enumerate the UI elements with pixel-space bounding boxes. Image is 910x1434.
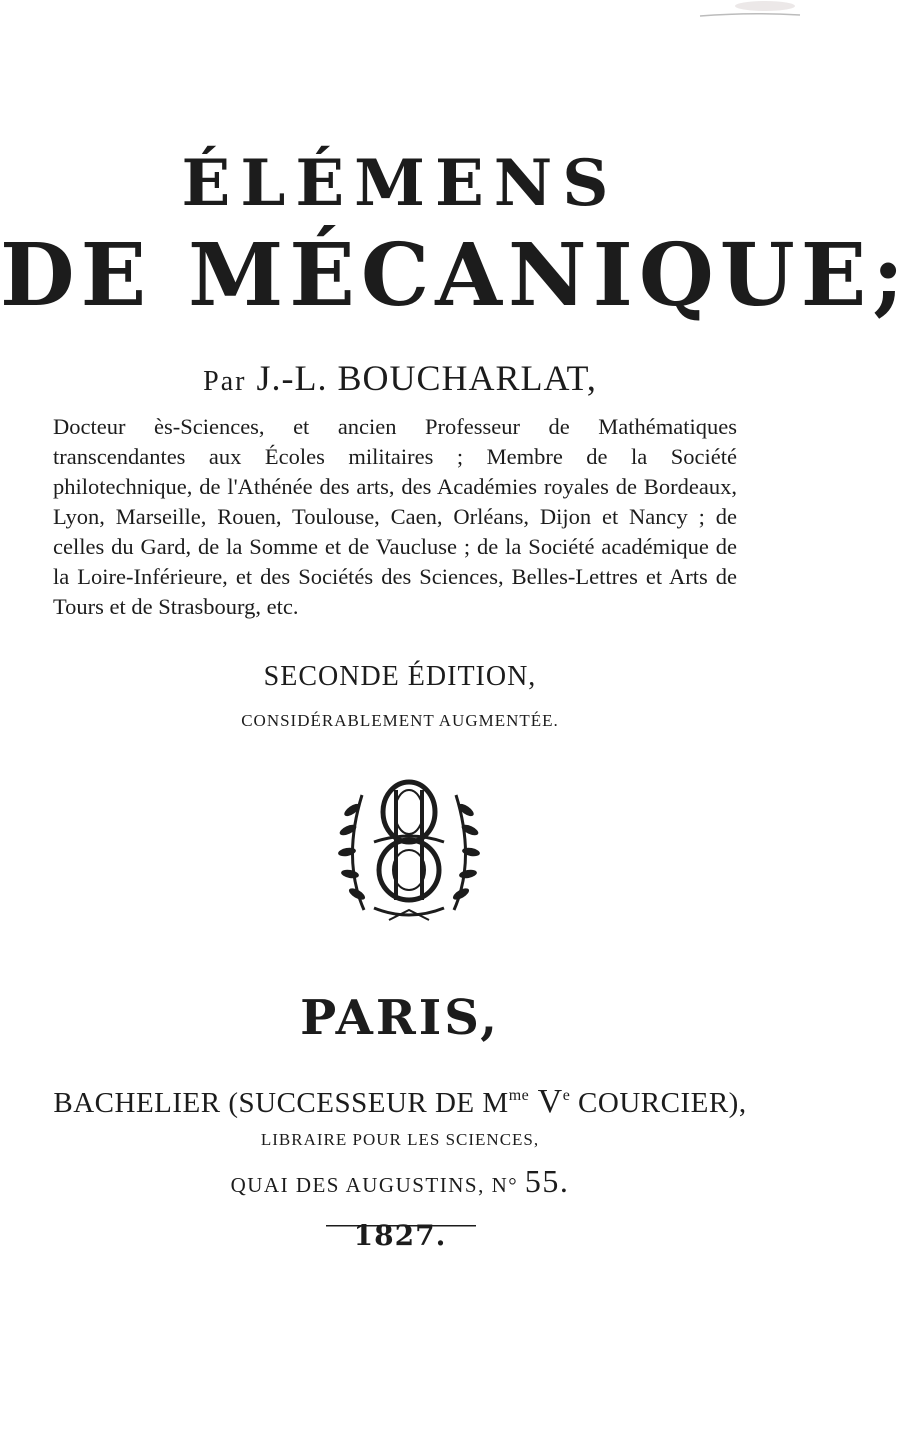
title-line-2: DE MÉCANIQUE;	[0, 225, 910, 326]
address-number: 55.	[524, 1163, 570, 1199]
publisher-ve: V	[529, 1083, 563, 1120]
paper-stain	[700, 0, 800, 20]
imprint-year: 1827.	[353, 1219, 447, 1252]
author-prefix: Par	[203, 366, 247, 397]
publisher-sup-e: e	[562, 1087, 571, 1104]
address-text: QUAI DES AUGUSTINS, N°	[230, 1173, 519, 1197]
publisher-name-start: BACHELIER (SUCCESSEUR DE M	[53, 1087, 509, 1119]
publisher-name-end: COURCIER),	[570, 1087, 747, 1119]
author-name: J.-L. BOUCHARLAT,	[256, 358, 597, 398]
imprint-trade: LIBRAIRE POUR LES SCIENCES,	[260, 1130, 540, 1149]
publisher-monogram-emblem-icon	[334, 760, 484, 925]
imprint-address	[0, 1163, 800, 1200]
author-qualifications: Docteur ès-Sciences, et ancien Professeur de Mathématiques transcendantes aux Écoles militaires ; Membre de la Société philotechnique, de l'Athénée des arts, des Académies royales de Bordeaux, Lyon, Marseille, Rouen, Toulouse, Caen, Orléans, Dijon et Nancy ; de celles du Gard, de la Somme et de Vaucluse ; de la Société académique de la Loire-Inférieure, et des Sociétés des Sciences, Belles-Lettres et Arts de Tours et de Strasbourg, etc.	[53, 414, 737, 619]
imprint-city: PARIS,	[300, 990, 500, 1046]
divider-rule	[326, 1212, 476, 1214]
author-line	[0, 358, 800, 402]
edition-augmented: CONSIDÉRABLEMENT AUGMENTÉE.	[241, 711, 559, 730]
imprint-publisher	[0, 1078, 800, 1121]
publisher-sup-me: me	[508, 1087, 530, 1104]
edition-statement: SECONDE ÉDITION,	[263, 661, 537, 692]
title-line-1: ÉLÉMENS	[181, 146, 619, 221]
